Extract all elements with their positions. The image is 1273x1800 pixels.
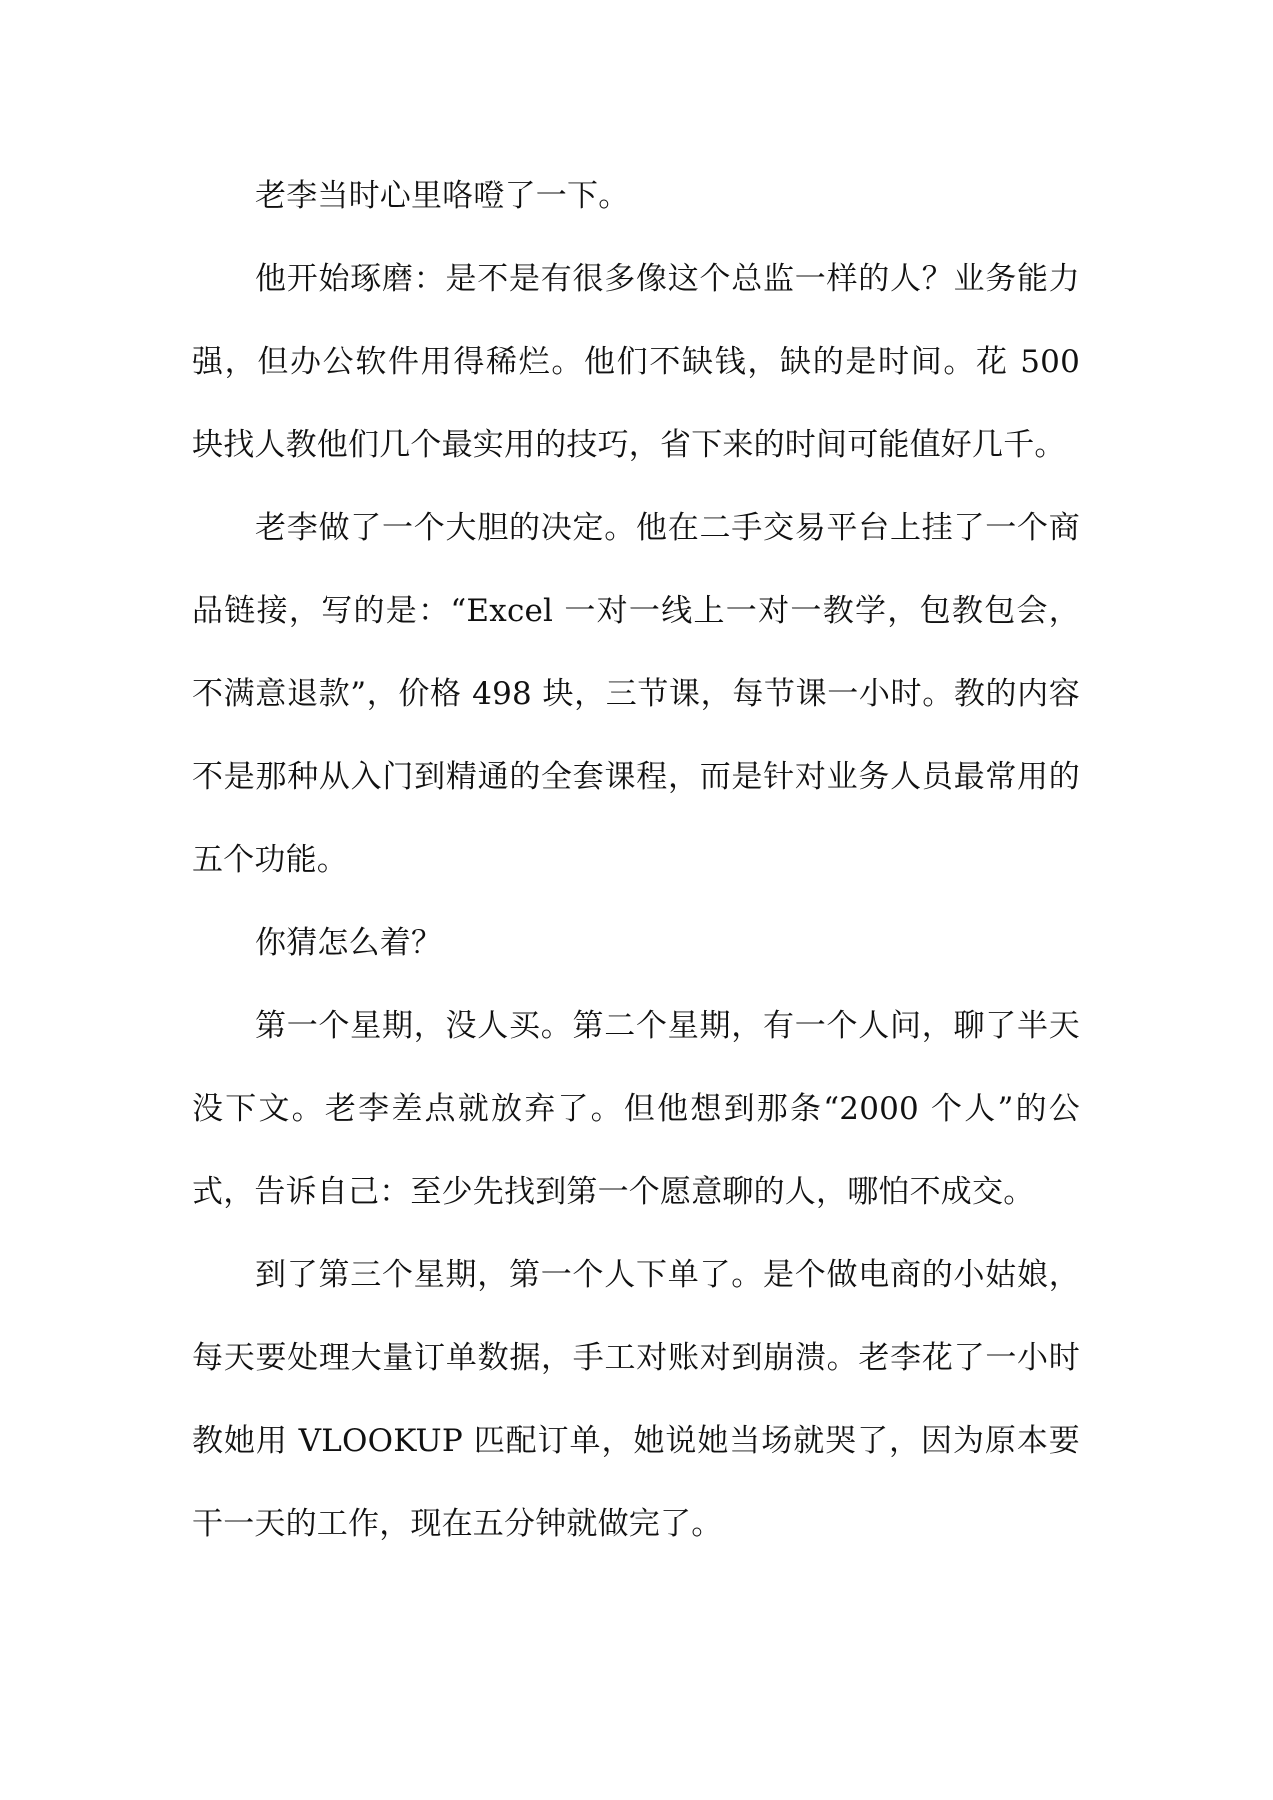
document-body bbox=[192, 155, 1080, 1566]
paragraph: 到了第三个星期，第一个人下单了。是个做电商的小姑娘，每天要处理大量订单数据，手工对账对到崩溃。老李花了一小时教她用 VLOOKUP 匹配订单，她说她当场就哭了，因为原本要干一天的工作，现在五分钟就做完了。 bbox=[192, 1257, 1080, 1542]
paragraph: 第一个星期，没人买。第二个星期，有一个人问，聊了半天没下文。老李差点就放弃了。但他想到那条“2000 个人”的公式，告诉自己：至少先找到第一个愿意聊的人，哪怕不成交。 bbox=[192, 1008, 1080, 1210]
paragraph: 老李当时心里咯噔了一下。 bbox=[255, 178, 630, 214]
paragraph: 你猜怎么着？ bbox=[255, 925, 443, 961]
paragraph: 老李做了一个大胆的决定。他在二手交易平台上挂了一个商品链接，写的是：“Excel 一对一线上一对一教学，包教包会，不满意退款”，价格 498 块，三节课，每节课一小时。教的内容不是那种从入门到精通的全套课程，而是针对业务人员最常用的五个功能。 bbox=[192, 510, 1080, 878]
paragraph: 他开始琢磨：是不是有很多像这个总监一样的人？业务能力强，但办公软件用得稀烂。他们不缺钱，缺的是时间。花 500 块找人教他们几个最实用的技巧，省下来的时间可能值好几千。 bbox=[192, 261, 1080, 463]
